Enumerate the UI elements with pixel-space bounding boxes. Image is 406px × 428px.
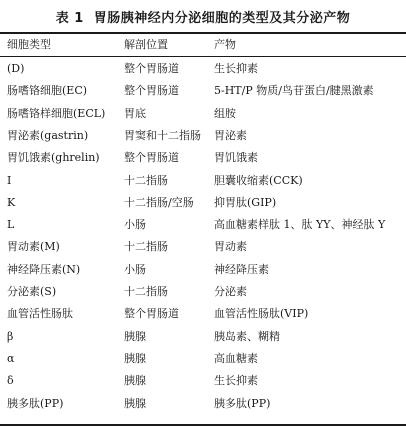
table-row [0, 348, 406, 370]
cell-product: 生长抑素 [214, 374, 258, 388]
header-cell-type: 细胞类型 [7, 38, 51, 51]
cell-type: 胃泌素(gastrin) [7, 128, 89, 142]
cell-product: 血管活性肠肽(VIP) [214, 307, 309, 321]
table-row [0, 103, 406, 125]
cell-location: 十二指肠 [124, 173, 168, 187]
cell-product: 胃泌素 [214, 128, 247, 142]
cell-product: 5-HT/P 物质/鸟苷蛋白/腱黑激素 [214, 84, 374, 98]
cell-location: 胃窦和十二指肠 [124, 128, 201, 142]
table-number: 表 1 [55, 11, 84, 26]
cell-type: I [7, 173, 12, 187]
cell-product: 高血糖素样肽 1、肽 YY、神经肽 Y [214, 218, 386, 232]
cell-type: 分泌素(S) [7, 285, 57, 298]
table-row [0, 147, 406, 169]
cell-location: 整个胃肠道 [124, 307, 179, 321]
table-row [0, 170, 406, 192]
cell-type: α [7, 351, 15, 365]
cell-location: 胰腺 [124, 396, 146, 410]
cell-location: 整个胃肠道 [124, 151, 179, 165]
table-row [0, 214, 406, 236]
cell-type: 胃动素(M) [7, 240, 60, 254]
cell-type: L [7, 218, 15, 232]
table-row [0, 80, 406, 102]
table-row [0, 370, 406, 392]
cell-product: 组胺 [214, 106, 236, 120]
cell-product: 胰多肽(PP) [214, 396, 271, 410]
cell-type: 胃饥饿素(ghrelin) [7, 151, 100, 165]
cell-product: 胰岛素、糊精 [214, 329, 280, 343]
table-row [0, 125, 406, 147]
table-title: 胃肠胰神经内分泌细胞的类型及其分泌产物 [93, 11, 351, 26]
cell-type: 胰多肽(PP) [7, 396, 64, 410]
cell-location: 胃底 [124, 106, 146, 120]
cell-product: 分泌素 [214, 285, 247, 298]
cell-product: 高血糖素 [214, 351, 258, 365]
table-row [0, 236, 406, 258]
cell-type: (D) [7, 62, 25, 75]
header-rule [0, 56, 406, 57]
bottom-rule [0, 424, 406, 426]
cell-type: K [7, 195, 16, 209]
cell-type: 神经降压素(N) [7, 262, 81, 276]
table-header [0, 34, 406, 56]
cell-location: 胰腺 [124, 351, 146, 365]
cell-product: 生长抑素 [214, 62, 258, 75]
table-row [0, 281, 406, 303]
table-row [0, 326, 406, 348]
table-row [0, 303, 406, 325]
cell-product: 胆囊收缩素(CCK) [214, 173, 303, 187]
cell-type: δ [7, 374, 14, 388]
cell-type: 肠嗜铬细胞(EC) [7, 84, 88, 98]
cell-type: β [7, 329, 14, 343]
cell-location: 胰腺 [124, 329, 146, 343]
table-row [0, 393, 406, 415]
cell-type: 血管活性肠肽 [7, 307, 73, 321]
cell-location: 十二指肠/空肠 [124, 195, 194, 209]
cell-product: 神经降压素 [214, 262, 269, 276]
cell-location: 十二指肠 [124, 240, 168, 254]
cell-location: 小肠 [124, 262, 146, 276]
cell-location: 小肠 [124, 218, 146, 232]
cell-product: 抑胃肽(GIP) [214, 195, 277, 209]
cell-location: 整个胃肠道 [124, 62, 179, 75]
table-row [0, 58, 406, 80]
cell-product: 胃动素 [214, 240, 247, 254]
header-cell-location: 解剖位置 [124, 38, 168, 51]
table-caption [0, 7, 406, 26]
cell-type: 肠嗜铬样细胞(ECL) [7, 106, 106, 120]
cell-location: 胰腺 [124, 374, 146, 388]
header-cell-product: 产物 [214, 38, 236, 51]
table-row [0, 259, 406, 281]
cell-product: 胃饥饿素 [214, 151, 258, 165]
table-row [0, 192, 406, 214]
cell-location: 十二指肠 [124, 285, 168, 298]
cell-location: 整个胃肠道 [124, 84, 179, 98]
